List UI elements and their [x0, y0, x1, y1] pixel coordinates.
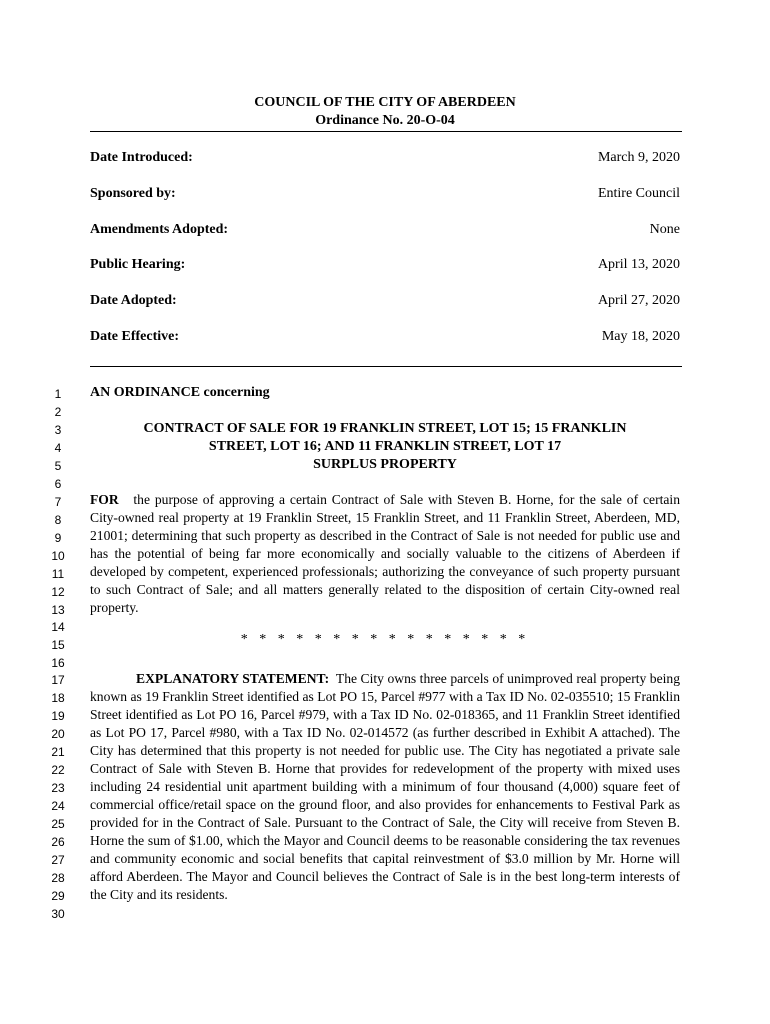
- purpose-text: the purpose of approving a certain Contract of Sale with Steven B. Horne, for the sale of certain City-owned real property at 19 Franklin Street, 15 Franklin Street, and 11 Franklin Street, Aberdeen, MD, 21001; determining that such property as described in the Contract of Sale is not needed for public use and has the potential of being far more economically and socially valuable to the citizens of Aberdeen if developed by competent, experienced professionals; authorizing the conveyance of such property pursuant to such Contract of Sale; and all matters generally related to the disposition of certain City-owned real property.: [90, 492, 680, 615]
- line-number: 16: [51, 656, 65, 670]
- line-number: 6: [54, 477, 62, 491]
- line-number: 10: [51, 549, 65, 563]
- line-number: 14: [51, 620, 65, 634]
- meta-label: Date Adopted:: [90, 293, 177, 308]
- meta-row-public-hearing: [90, 257, 680, 277]
- line-number: 21: [51, 745, 65, 759]
- meta-label: Sponsored by:: [90, 186, 176, 201]
- line-number: 5: [54, 459, 62, 473]
- title-line: STREET, LOT 16; AND 11 FRANKLIN STREET, LOT 17: [208, 439, 562, 454]
- header-divider: [90, 131, 682, 132]
- meta-label: Public Hearing:: [90, 257, 186, 272]
- meta-row-amendments-adopted: [90, 222, 680, 242]
- meta-value: May 18, 2020: [601, 329, 680, 344]
- line-number: 15: [51, 638, 65, 652]
- meta-value: Entire Council: [597, 186, 680, 201]
- title-line: CONTRACT OF SALE FOR 19 FRANKLIN STREET, LOT 15; 15 FRANKLIN: [143, 421, 627, 436]
- line-number: 12: [51, 585, 65, 599]
- line-number: 25: [51, 817, 65, 831]
- council-title: COUNCIL OF THE CITY OF ABERDEEN: [254, 95, 516, 110]
- line-number: 24: [51, 799, 65, 813]
- meta-row-date-effective: [90, 329, 680, 349]
- line-number: 27: [51, 853, 65, 867]
- line-number: 3: [54, 423, 62, 437]
- purpose-paragraph: [90, 491, 680, 617]
- explanatory-paragraph: [90, 670, 680, 904]
- line-number: 9: [54, 531, 62, 545]
- meta-label: Date Introduced:: [90, 150, 193, 165]
- document-header: [90, 94, 680, 130]
- meta-row-sponsored-by: [90, 186, 680, 206]
- line-number: 11: [51, 567, 65, 581]
- explanatory-text: The City owns three parcels of unimproved real property being known as 19 Franklin Street identified as Lot PO 15, Parcel #977 with a Tax ID No. 02-035510; 15 Franklin Street identified as Lot PO 16, Parcel #979, with a Tax ID No. 02-018365, and 11 Franklin Street identified as Lot PO 17, Parcel #980, with a Tax ID No. 02-014572 (as further described in Exhibit A attached). The City has determined that this property is not needed for public use. The City has negotiated a private sale Contract of Sale with Steven B. Horne that provides for redevelopment of the property with mixed uses including 24 residential unit apartment building with a minimum of four thousand (4,000) square feet of commercial office/retail space on the ground floor, and also provides for enhancements to Festival Park as provided for in the Contract of Sale. Pursuant to the Contract of Sale, the City will receive from Steven B. Horne the sum of $1.00, which the Mayor and Council deems to be reasonable considering the tax revenues and community economic and social benefits that capital reinvestment of $3.0 million by Mr. Horne will afford Aberdeen. The Mayor and Council believes the Contract of Sale is in the best long-term interests of the City and its residents.: [90, 671, 680, 902]
- meta-row-date-adopted: [90, 293, 680, 313]
- purpose-label: FOR: [90, 492, 119, 507]
- line-number: 2: [54, 405, 62, 419]
- title-line: SURPLUS PROPERTY: [313, 457, 457, 472]
- meta-value: March 9, 2020: [597, 150, 680, 165]
- meta-label: Date Effective:: [90, 329, 180, 344]
- line-number: 28: [51, 871, 65, 885]
- explanatory-label: EXPLANATORY STATEMENT:: [136, 671, 330, 686]
- meta-divider: [90, 366, 682, 367]
- meta-value: None: [649, 222, 680, 237]
- line-number: 29: [51, 889, 65, 903]
- meta-row-date-introduced: [90, 150, 680, 170]
- meta-value: April 13, 2020: [597, 257, 680, 272]
- ordinance-title: [90, 420, 680, 474]
- line-number: 7: [54, 495, 62, 509]
- line-number: 19: [51, 709, 65, 723]
- meta-value: April 27, 2020: [597, 293, 680, 308]
- line-number: 13: [51, 603, 65, 617]
- line-number: 8: [54, 513, 62, 527]
- line-number: 20: [51, 727, 65, 741]
- line-number: 22: [51, 763, 65, 777]
- line-number: 30: [51, 907, 65, 921]
- line-number: 17: [51, 673, 65, 687]
- line-number: 18: [51, 691, 65, 705]
- line-number: 26: [51, 835, 65, 849]
- meta-label: Amendments Adopted:: [90, 222, 229, 237]
- ordinance-number: Ordinance No. 20-O-04: [315, 113, 455, 128]
- ordinance-lead: AN ORDINANCE concerning: [90, 385, 270, 400]
- line-number: 4: [54, 441, 62, 455]
- section-separator: * * * * * * * * * * * * * * * *: [240, 632, 530, 647]
- line-number: 23: [51, 781, 65, 795]
- line-number: 1: [54, 387, 62, 401]
